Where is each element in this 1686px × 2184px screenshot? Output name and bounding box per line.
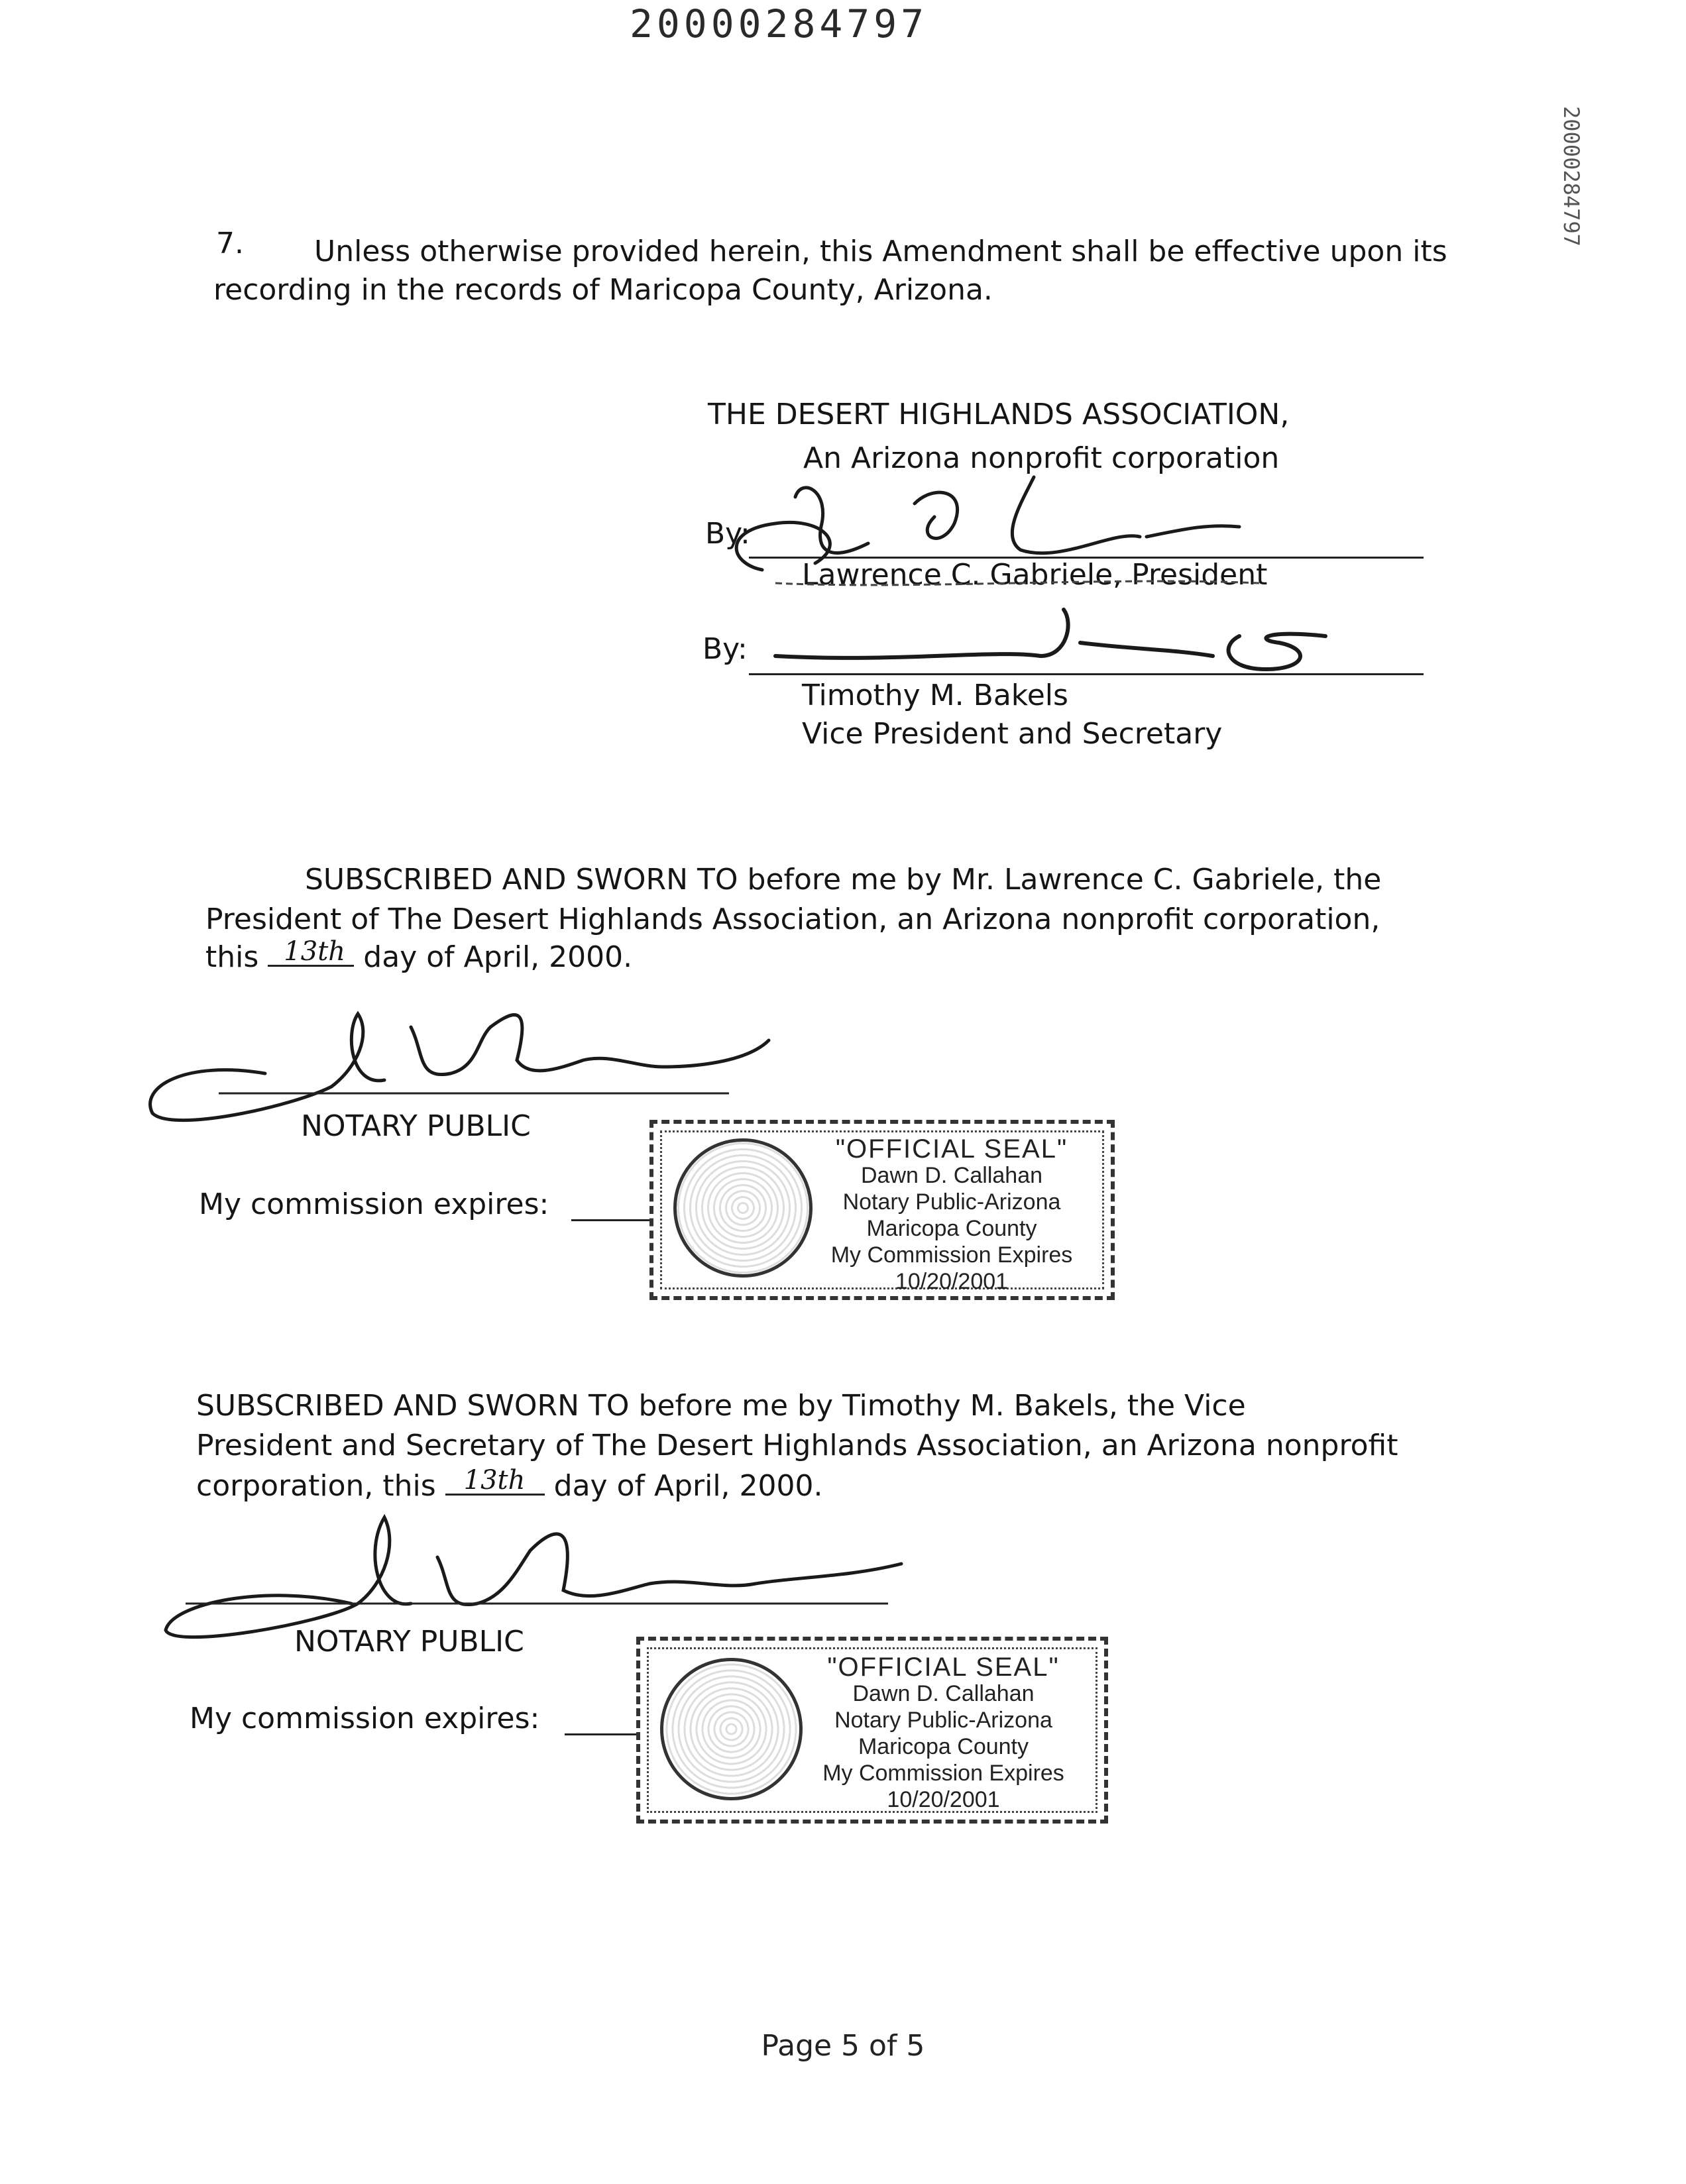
seal-2-county: Maricopa County [858,1734,1029,1759]
notary-2-corporation-this: corporation, this [196,1469,436,1503]
signer-1-name: Lawrence C. Gabriele, President [802,558,1268,592]
notary-2-line-3 [196,1467,822,1505]
notary-1-line-3 [205,938,632,976]
signer-2-title: Vice President and Secretary [802,717,1223,751]
notary-1-commission-label: My commission expires: [199,1187,549,1221]
notary-2-label: NOTARY PUBLIC [294,1625,524,1659]
org-type: An Arizona nonprofit corporation [803,441,1280,475]
seal-2-name: Dawn D. Callahan [852,1681,1035,1706]
signature-notary-2 [159,1504,954,1657]
org-name: THE DESERT HIGHLANDS ASSOCIATION, [708,398,1290,431]
notary-1-line-1: SUBSCRIBED AND SWORN TO before me by Mr. Lawrence C. Gabriele, the [305,863,1382,897]
by-label-1: By: [705,517,750,551]
notary-1-this: this [205,940,259,974]
seal-2-text [803,1654,1084,1813]
by-label-2: By: [702,632,748,666]
notary-2-line-2: President and Secretary of The Desert Highlands Association, an Arizona nonprofit [196,1429,1398,1462]
notary-2-day-text: day of April, 2000. [553,1469,823,1503]
notary-1-commission-line [571,1219,657,1221]
notary-2-day-handwritten: 13th [463,1465,526,1496]
seal-1-title: Notary Public-Arizona [842,1189,1061,1215]
notary-2-day-blank [445,1467,545,1496]
section-7-line-1: Unless otherwise provided herein, this Amendment shall be effective upon its [314,235,1447,268]
notary-1-label: NOTARY PUBLIC [301,1109,531,1143]
notary-2-commission-label: My commission expires: [190,1702,540,1735]
notary-2-line-1: SUBSCRIBED AND SWORN TO before me by Timothy M. Bakels, the Vice [196,1389,1246,1423]
notary-1-day-blank [268,938,354,967]
notary-1-day-text: day of April, 2000. [363,940,633,974]
seal-2-expires: My Commission Expires 10/20/2001 [822,1761,1064,1812]
notary-1-line-2: President of The Desert Highlands Association, an Arizona nonprofit corporation, [205,902,1380,936]
seal-1-text [813,1136,1091,1295]
notary-1-day-handwritten: 13th [284,936,346,967]
section-7-line-2: recording in the records of Maricopa County, Arizona. [213,273,993,307]
signer-2-name: Timothy M. Bakels [802,679,1068,712]
seal-1-expires: My Commission Expires 10/20/2001 [830,1242,1073,1294]
official-seal-1 [649,1120,1115,1300]
seal-1-state-emblem [673,1138,813,1278]
seal-2-state-emblem [660,1658,803,1800]
page-number: Page 5 of 5 [761,2029,925,2063]
seal-1-head: "OFFICIAL SEAL" [835,1134,1068,1164]
section-7-number: 7. [216,227,244,260]
official-seal-2 [636,1637,1108,1824]
seal-2-head: "OFFICIAL SEAL" [827,1653,1060,1682]
seal-1-name: Dawn D. Callahan [860,1163,1043,1188]
seal-1-county: Maricopa County [866,1216,1037,1241]
signature-line-2 [749,673,1424,675]
seal-2-title: Notary Public-Arizona [834,1708,1052,1733]
margin-recording-stamp: 20000284797 [1559,106,1584,246]
document-number: 20000284797 [629,1,928,46]
